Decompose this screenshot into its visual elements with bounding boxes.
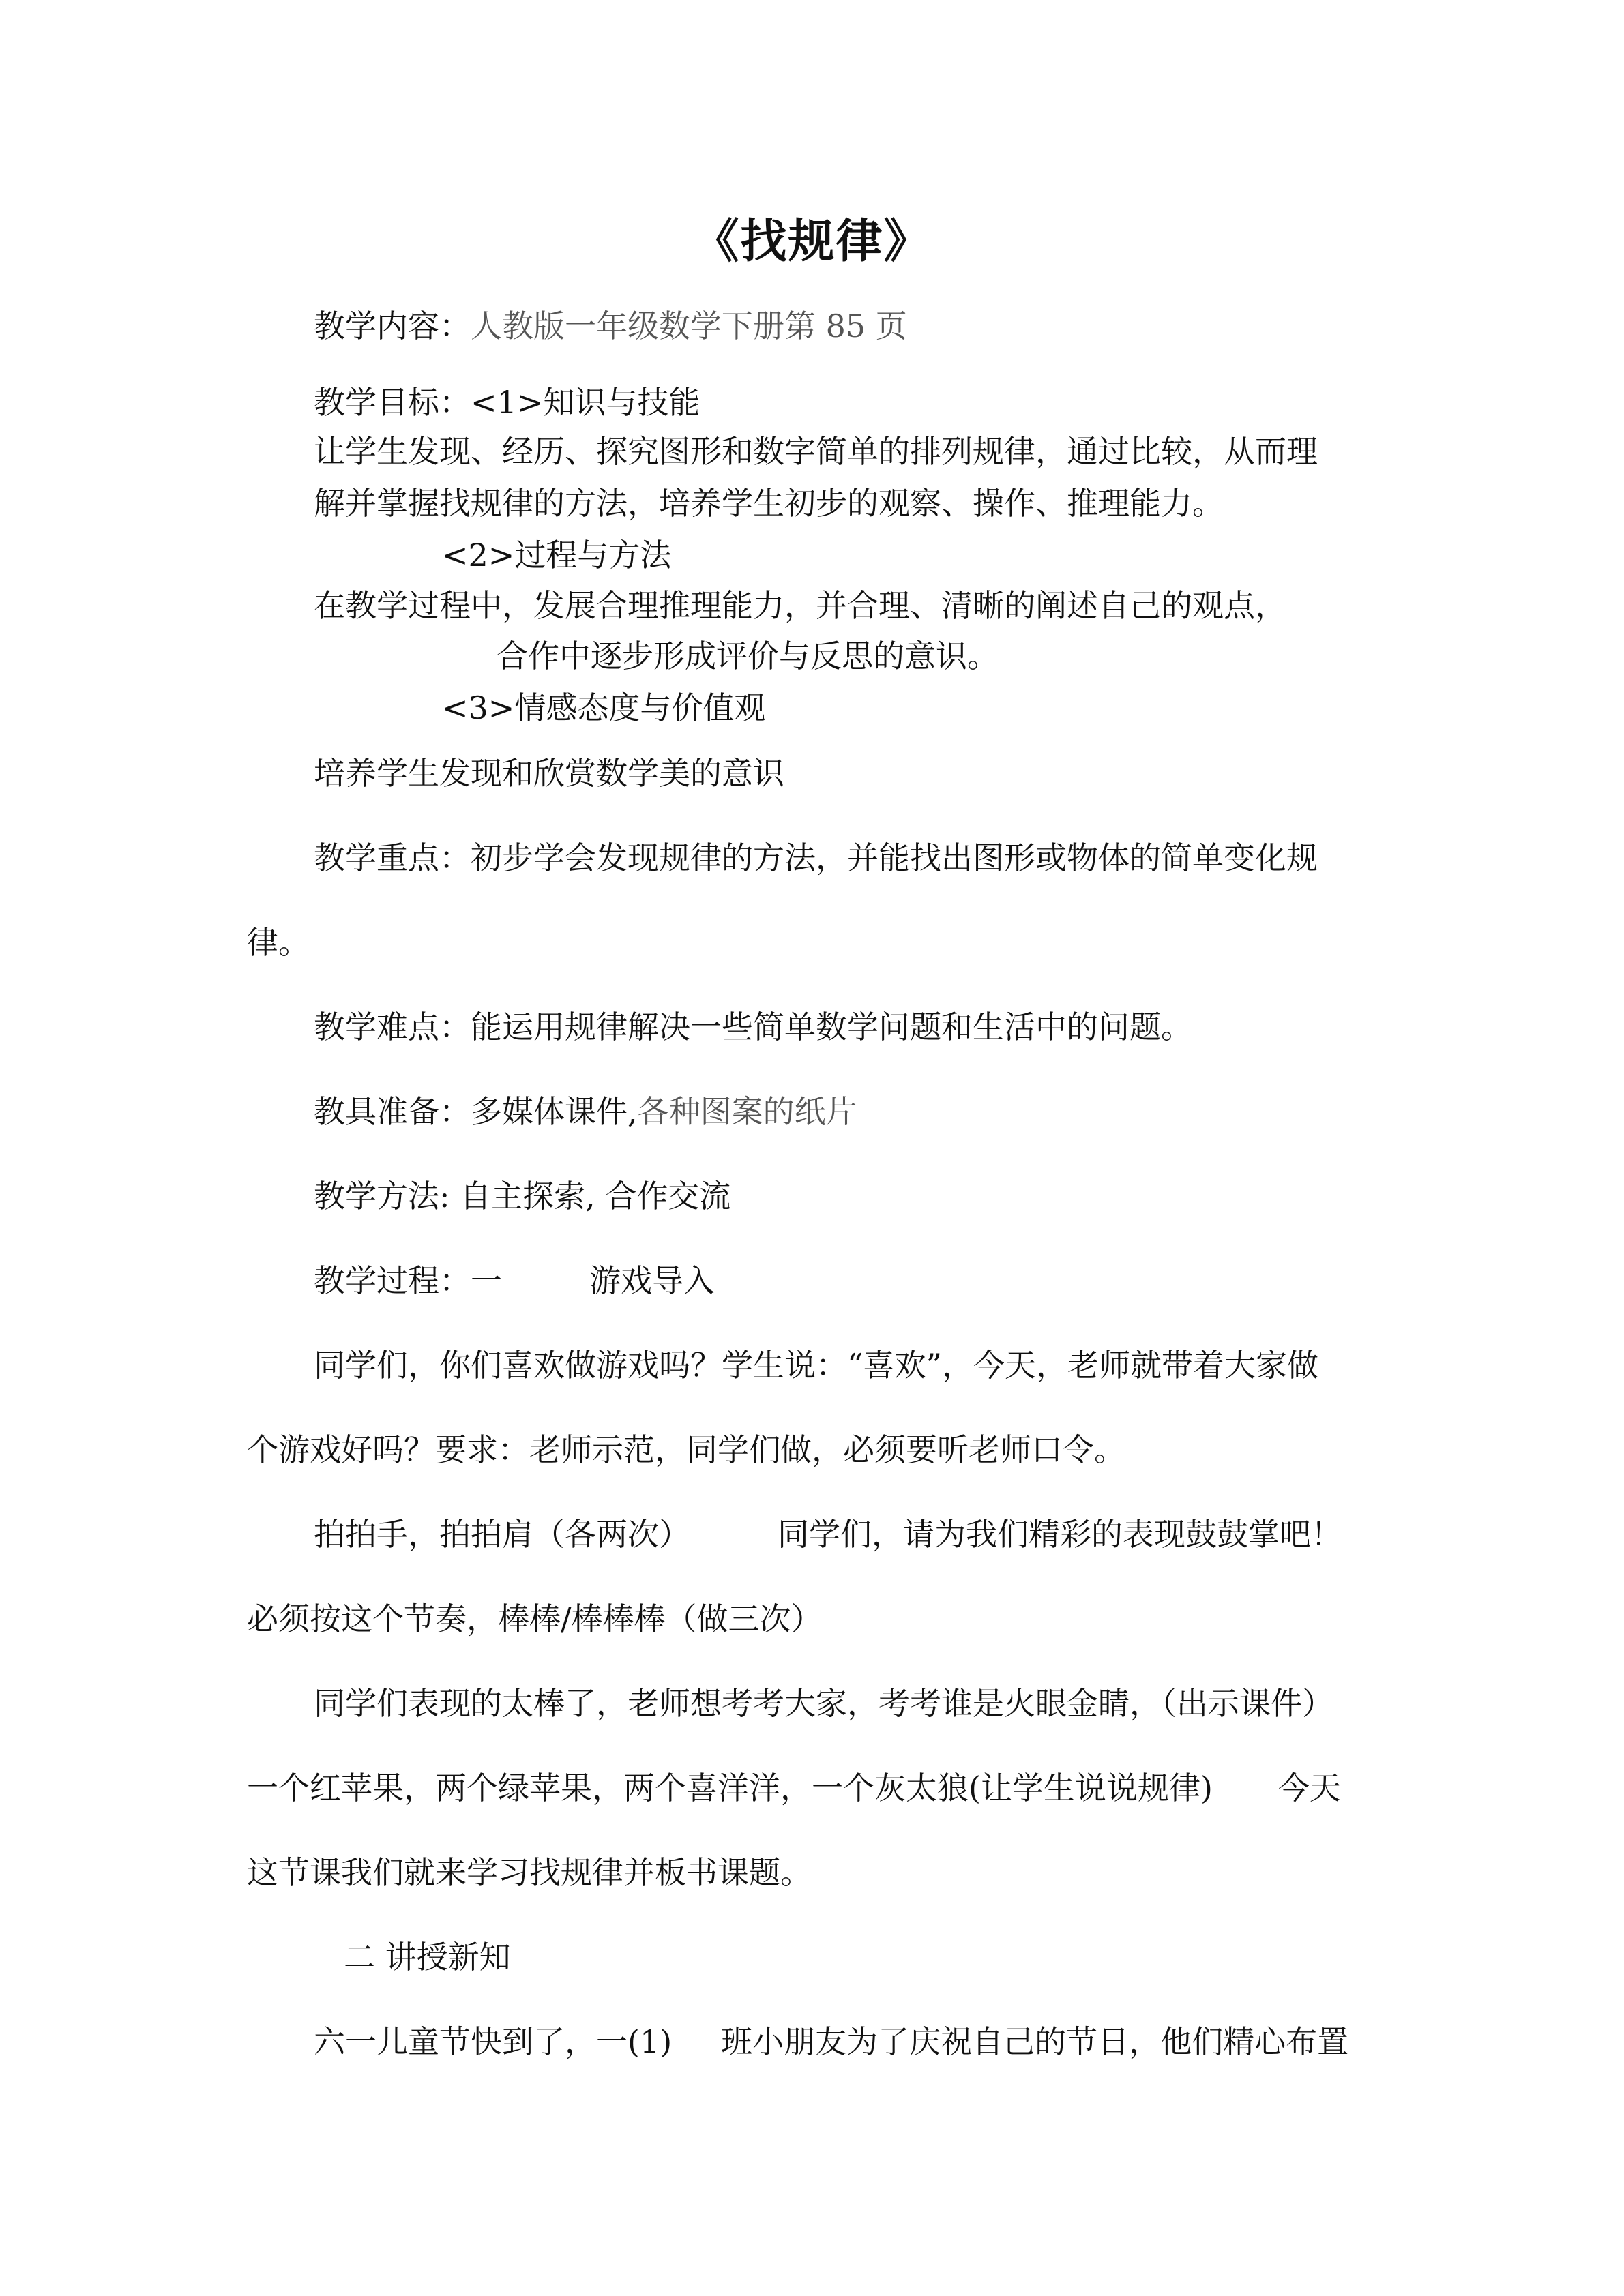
objective-2-text-line-1: 在教学过程中，发展合理推理能力，并合理、清晰的阐述自己的观点， xyxy=(314,587,1286,624)
process-step-1: 游戏导入 xyxy=(589,1262,715,1299)
para3-line-2 xyxy=(247,1768,1341,1808)
para3-line-2-part-1: 一个红苹果，两个绿苹果，两个喜洋洋，一个灰太狼(让学生说说规律) xyxy=(247,1770,1213,1806)
para2-line-2: 必须按这个节奏，棒棒/棒棒棒（做三次） xyxy=(247,1600,823,1637)
objectives-line xyxy=(314,382,700,423)
objective-1-heading: <1>知识与技能 xyxy=(471,384,700,421)
objective-3-text-line-1: 培养学生发现和欣赏数学美的意识 xyxy=(314,755,784,792)
objective-1-text-line-2: 解并掌握找规律的方法，培养学生初步的观察、操作、推理能力。 xyxy=(314,485,1224,522)
tools-label: 教具准备： xyxy=(314,1093,471,1130)
para4-line-1 xyxy=(314,2021,1348,2062)
teaching-content-value: 人教版一年级数学下册第 85 页 xyxy=(471,308,907,344)
page-title: 《找规律》 xyxy=(692,214,932,269)
para1-line-2: 个游戏好吗？要求：老师示范，同学们做，必须要听老师口令。 xyxy=(247,1431,1125,1468)
para2-part-1: 拍拍手，拍拍肩（各两次） xyxy=(314,1516,690,1553)
teaching-content-label: 教学内容： xyxy=(314,308,471,344)
objective-3-heading: <3>情感态度与价值观 xyxy=(442,689,766,726)
teaching-content-line xyxy=(314,305,907,346)
key-point-line-2: 律。 xyxy=(247,924,310,961)
para4-part-2: 班小朋友为了庆祝自己的节日，他们精心布置 xyxy=(721,2023,1349,2060)
tools-line xyxy=(314,1091,857,1132)
objective-1-text-line-1: 让学生发现、经历、探究图形和数字简单的排列规律，通过比较，从而理 xyxy=(314,433,1318,470)
tools-value-2: 各种图案的纸片 xyxy=(637,1093,857,1130)
process-label: 教学过程：一 xyxy=(314,1262,502,1299)
section-2-heading: 二 讲授新知 xyxy=(344,1939,511,1976)
tools-value-1: 多媒体课件, xyxy=(471,1093,638,1130)
para2-line-1 xyxy=(314,1514,1342,1555)
para4-part-1: 六一儿童节快到了，一(1) xyxy=(314,2023,673,2060)
para1-line-1: 同学们，你们喜欢做游戏吗？学生说：“喜欢”，今天，老师就带着大家做 xyxy=(314,1347,1319,1384)
objectives-label: 教学目标： xyxy=(314,384,471,421)
objective-2-heading: <2>过程与方法 xyxy=(442,537,672,573)
para3-line-3: 这节课我们就来学习找规律并板书课题。 xyxy=(247,1854,812,1891)
para3-line-1: 同学们表现的太棒了，老师想考考大家，考考谁是火眼金睛，（出示课件） xyxy=(314,1685,1333,1722)
method-line: 教学方法: 自主探索, 合作交流 xyxy=(314,1178,731,1214)
key-point-line-1: 教学重点：初步学会发现规律的方法，并能找出图形或物体的简单变化规 xyxy=(314,839,1318,876)
para3-line-2-part-2: 今天 xyxy=(1278,1770,1341,1806)
objective-2-text-line-2: 合作中逐步形成评价与反思的意识。 xyxy=(497,638,999,674)
difficulty-line: 教学难点：能运用规律解决一些简单数学问题和生活中的问题。 xyxy=(314,1009,1192,1045)
process-line xyxy=(314,1260,715,1301)
para2-part-2: 同学们，请为我们精彩的表现鼓鼓掌吧！ xyxy=(778,1516,1342,1553)
